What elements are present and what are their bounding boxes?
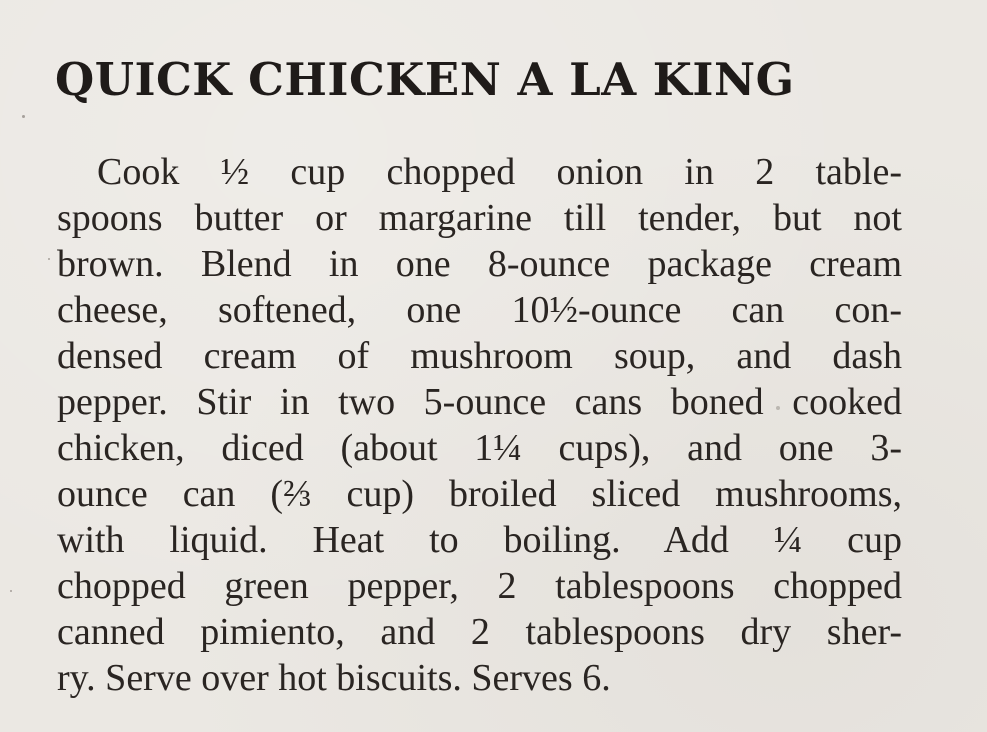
recipe-line: spoons butter or margarine till tender, but not xyxy=(57,197,902,239)
recipe-instructions xyxy=(57,149,902,701)
paper-speck xyxy=(776,406,780,410)
recipe-line: cheese, softened, one 10½-ounce can con- xyxy=(57,289,902,331)
recipe-line: ry. Serve over hot biscuits. Serves 6. xyxy=(57,657,611,699)
recipe-title: QUICK CHICKEN A LA KING xyxy=(55,53,795,106)
recipe-line: densed cream of mushroom soup, and dash xyxy=(57,335,902,377)
paper-speck xyxy=(48,258,50,260)
recipe-line: brown. Blend in one 8-ounce package cream xyxy=(57,243,902,285)
recipe-line: Cook ½ cup chopped onion in 2 table- xyxy=(97,151,902,193)
recipe-line: canned pimiento, and 2 tablespoons dry sher- xyxy=(57,611,902,653)
recipe-line: pepper. Stir in two 5-ounce cans boned cooked xyxy=(57,381,902,423)
recipe-line: ounce can (⅔ cup) broiled sliced mushrooms, xyxy=(57,473,902,515)
recipe-line: chopped green pepper, 2 tablespoons chopped xyxy=(57,565,902,607)
paper-speck xyxy=(10,590,12,592)
recipe-line: with liquid. Heat to boiling. Add ¼ cup xyxy=(57,519,902,561)
recipe-line: chicken, diced (about 1¼ cups), and one 3- xyxy=(57,427,902,469)
paper-speck xyxy=(22,115,25,118)
